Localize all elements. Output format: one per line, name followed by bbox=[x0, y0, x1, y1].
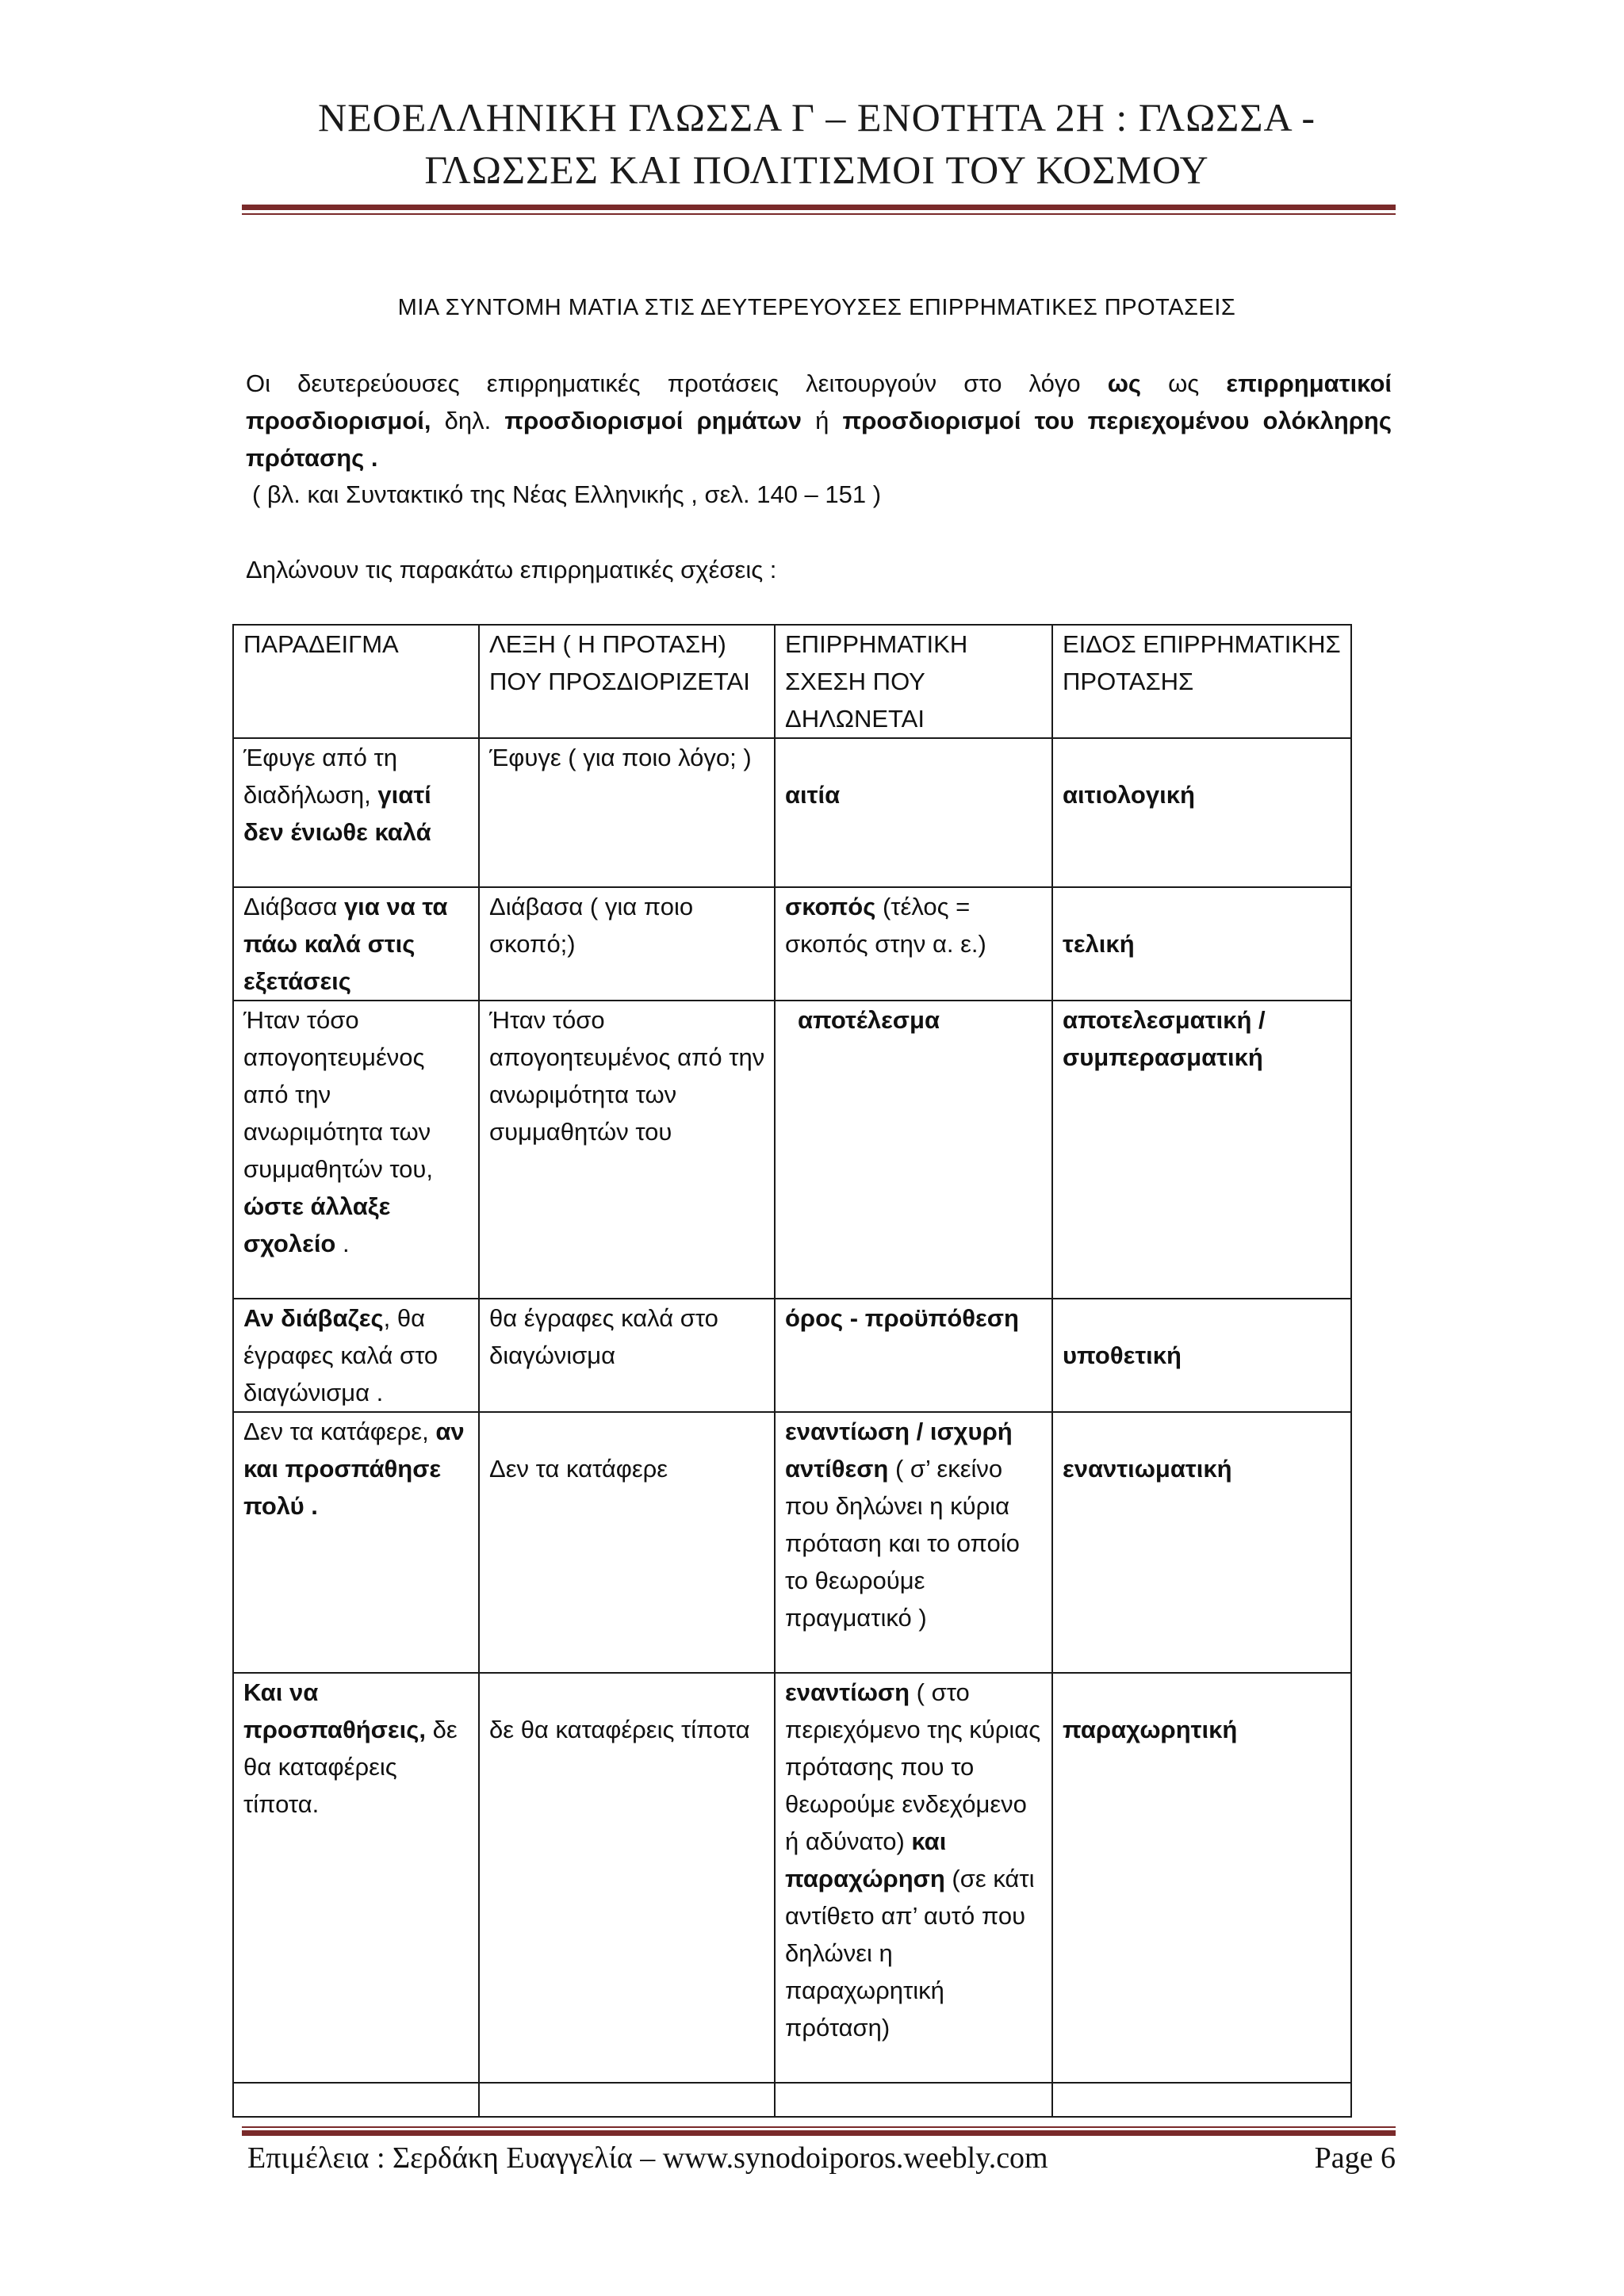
example-bold: για να τα πάω καλά στις εξετάσεις bbox=[243, 893, 448, 995]
cell-word: Ήταν τόσο απογοητευμένος από την ανωριμότητα των συμμαθητών του bbox=[479, 1001, 775, 1299]
intro-bold: ως bbox=[1107, 369, 1141, 397]
relation-text: (σε κάτι αντίθετο απ’ αυτό που δηλώνει η παραχωρητική πρόταση) bbox=[785, 1865, 1035, 2042]
section-subtitle: ΜΙΑ ΣΥΝΤΟΜΗ ΜΑΤΙΑ ΣΤΙΣ ΔΕΥΤΕΡΕΥΟΥΣΕΣ ΕΠΙΡΡΗΜΑΤΙΚΕΣ ΠΡΟΤΑΣΕΙΣ bbox=[397, 295, 1236, 320]
header-word: ΛΕΞΗ ( Η ΠΡΟΤΑΣΗ) ΠΟΥ ΠΡΟΣΔΙΟΡΙΖΕΤΑΙ bbox=[479, 625, 775, 738]
footer-rule-thick bbox=[242, 2130, 1396, 2136]
header-type: ΕΙΔΟΣ ΕΠΙΡΡΗΜΑΤΙΚΗΣ ΠΡΟΤΑΣΗΣ bbox=[1052, 625, 1351, 738]
footer-rule-thin bbox=[242, 2126, 1396, 2128]
example-bold: γιατί δεν ένιωθε καλά bbox=[243, 781, 431, 846]
cell-example bbox=[233, 1001, 479, 1299]
example-text: Έφυγε από τη διαδήλωση, bbox=[243, 744, 397, 809]
relation-bold: εναντίωση bbox=[785, 1678, 910, 1706]
relation-text: (τέλος = σκοπός στην α. ε.) bbox=[785, 893, 986, 958]
cell-word: Δεν τα κατάφερε bbox=[479, 1412, 775, 1673]
cell-example bbox=[233, 738, 479, 887]
table-row bbox=[233, 1412, 1351, 1673]
reference-note: ( βλ. και Συντακτικό της Νέας Ελληνικής , σελ. 140 – 151 ) bbox=[252, 480, 882, 508]
relation-bold: σκοπός bbox=[785, 893, 876, 920]
cell-example bbox=[233, 1673, 479, 2083]
cell-type: εναντιωματική bbox=[1052, 1412, 1351, 1673]
cell-relation: αποτέλεσμα bbox=[775, 1001, 1052, 1299]
cell-relation bbox=[775, 1673, 1052, 2083]
example-text: , θα έγραφες καλά στο διαγώνισμα . bbox=[243, 1304, 439, 1406]
header-example: ΠΑΡΑΔΕΙΓΜΑ bbox=[233, 625, 479, 738]
cell-type: αποτελεσματική / συμπερασματική bbox=[1052, 1001, 1351, 1299]
header-line-1: ΝΕΟΕΛΛΗΝΙΚΗ ΓΛΩΣΣΑ Γ – ΕΝΟΤΗΤΑ 2Η : ΓΛΩΣΣΑ - bbox=[317, 95, 1316, 140]
relation-text: ( στο περιεχόμενο της κύριας πρότασης που το θεωρούμε ενδεχόμενο ή αδύνατο) bbox=[785, 1678, 1041, 1855]
intro-bold: προσδιορισμοί ρημάτων bbox=[504, 407, 802, 434]
cell-word: θα έγραφες καλά στο διαγώνισμα bbox=[479, 1299, 775, 1412]
cell-example bbox=[233, 1412, 479, 1673]
footer-credit: Επιμέλεια : Σερδάκη Ευαγγελία – www.synodoiporos.weebly.com bbox=[247, 2141, 1048, 2175]
example-text: Δεν τα κατάφερε, bbox=[243, 1418, 436, 1445]
cell-example bbox=[233, 887, 479, 1001]
cell-relation: όρος - προϋπόθεση bbox=[775, 1299, 1052, 1412]
cell-word: Έφυγε ( για ποιο λόγο; ) bbox=[479, 738, 775, 887]
intro-bold: επιρρηματικοί προσδιορισμοί, bbox=[246, 369, 1392, 434]
example-bold: Και να προσπαθήσεις, bbox=[243, 1678, 426, 1743]
table-row-empty bbox=[233, 2083, 1351, 2117]
cell-word: Διάβασα ( για ποιο σκοπό;) bbox=[479, 887, 775, 1001]
example-text: δε θα καταφέρεις τίποτα. bbox=[243, 1716, 458, 1818]
example-text: Διάβασα bbox=[243, 893, 344, 920]
cell-empty bbox=[233, 2083, 479, 2117]
cell-relation bbox=[775, 887, 1052, 1001]
table-row bbox=[233, 1001, 1351, 1299]
relations-intro: Δηλώνουν τις παρακάτω επιρρηματικές σχέσεις : bbox=[246, 556, 777, 584]
intro-text: Οι δευτερεύουσες επιρρηματικές προτάσεις λειτουργούν στο λόγο bbox=[246, 369, 1108, 397]
table-header-row bbox=[233, 625, 1351, 738]
header-rule-thin bbox=[242, 213, 1396, 215]
adverbial-clauses-table bbox=[232, 624, 1352, 2118]
header-line-2: ΓΛΩΣΣΕΣ ΚΑΙ ΠΟΛΙΤΙΣΜΟΙ ΤΟΥ ΚΟΣΜΟΥ bbox=[424, 147, 1209, 192]
table-row bbox=[233, 738, 1351, 887]
page-header bbox=[238, 91, 1396, 196]
cell-example bbox=[233, 1299, 479, 1412]
intro-bold: προσδιορισμοί του περιεχομένου ολόκληρης πρότασης . bbox=[246, 407, 1392, 472]
example-bold: αν και προσπάθησε πολύ . bbox=[243, 1418, 465, 1520]
relation-bold: εναντίωση / ισχυρή αντίθεση bbox=[785, 1418, 1013, 1483]
header-rule-thick bbox=[242, 205, 1396, 210]
intro-text: ως bbox=[1141, 369, 1227, 397]
cell-type: τελική bbox=[1052, 887, 1351, 1001]
page-number: Page 6 bbox=[1314, 2141, 1396, 2175]
cell-type: αιτιολογική bbox=[1052, 738, 1351, 887]
table-row bbox=[233, 1673, 1351, 2083]
header-relation: ΕΠΙΡΡΗΜΑΤΙΚΗ ΣΧΕΣΗ ΠΟΥ ΔΗΛΩΝΕΤΑΙ bbox=[775, 625, 1052, 738]
intro-text: ή bbox=[802, 407, 843, 434]
example-bold: ώστε άλλαξε σχολείο bbox=[243, 1192, 391, 1257]
example-bold: Αν διάβαζες bbox=[243, 1304, 384, 1332]
intro-paragraph bbox=[246, 365, 1392, 476]
intro-text: δηλ. bbox=[431, 407, 505, 434]
cell-empty bbox=[1052, 2083, 1351, 2117]
cell-relation: αιτία bbox=[775, 738, 1052, 887]
table-row bbox=[233, 1299, 1351, 1412]
cell-type: παραχωρητική bbox=[1052, 1673, 1351, 2083]
relation-bold: και παραχώρηση bbox=[785, 1827, 947, 1892]
cell-empty bbox=[479, 2083, 775, 2117]
relation-text: ( σ’ εκείνο που δηλώνει η κύρια πρόταση και το οποίο το θεωρούμε πραγματικό ) bbox=[785, 1455, 1020, 1632]
cell-word: δε θα καταφέρεις τίποτα bbox=[479, 1673, 775, 2083]
example-text: . bbox=[335, 1230, 350, 1257]
table-row bbox=[233, 887, 1351, 1001]
example-text: Ήταν τόσο απογοητευμένος από την ανωριμότητα των συμμαθητών του, bbox=[243, 1006, 433, 1183]
cell-empty bbox=[775, 2083, 1052, 2117]
cell-type: υποθετική bbox=[1052, 1299, 1351, 1412]
cell-relation bbox=[775, 1412, 1052, 1673]
